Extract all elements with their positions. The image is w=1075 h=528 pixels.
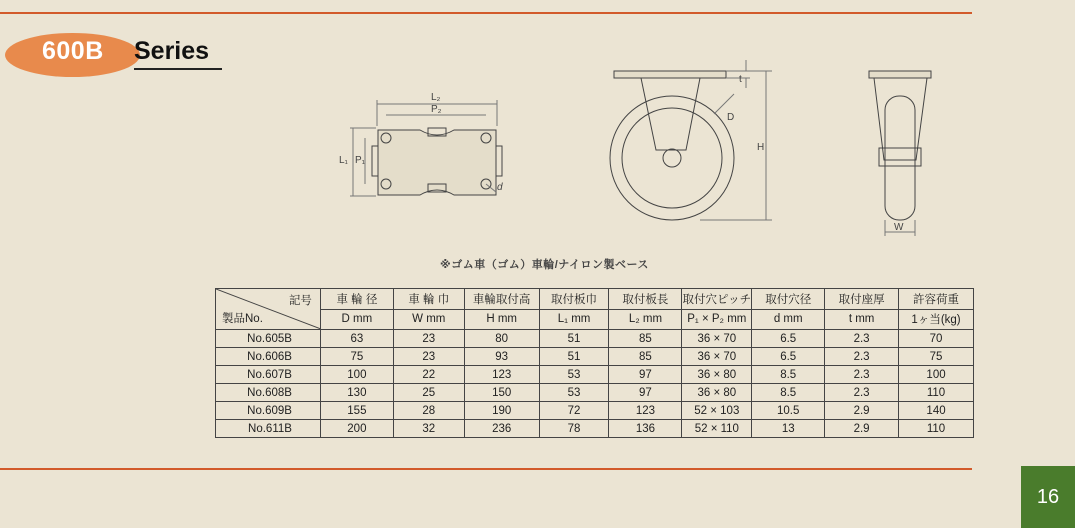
spec-table bbox=[215, 288, 974, 438]
table-cell: 53 bbox=[539, 384, 609, 402]
header-unit: P₁ × P₂ mm bbox=[682, 309, 752, 330]
series-title: Series bbox=[134, 37, 210, 65]
table-cell: 150 bbox=[464, 384, 539, 402]
table-cell: 25 bbox=[393, 384, 464, 402]
top-view-diagram bbox=[350, 100, 502, 196]
table-row bbox=[216, 348, 974, 366]
label-p1: P₁ bbox=[355, 155, 366, 166]
material-note: ※ゴム車（ゴム）車輪/ナイロン製ベース bbox=[440, 259, 649, 271]
model-cell: No.609B bbox=[216, 402, 321, 420]
table-cell: 70 bbox=[899, 330, 974, 348]
table-cell: 97 bbox=[609, 384, 682, 402]
table-cell: 52 × 110 bbox=[682, 420, 752, 438]
header-top: 取付板長 bbox=[609, 289, 682, 310]
header-top: 車輪取付高 bbox=[464, 289, 539, 310]
header-unit: D mm bbox=[320, 309, 393, 330]
table-cell: 75 bbox=[899, 348, 974, 366]
table-cell: 100 bbox=[320, 366, 393, 384]
model-cell: No.607B bbox=[216, 366, 321, 384]
header-unit: W mm bbox=[393, 309, 464, 330]
table-cell: 36 × 80 bbox=[682, 384, 752, 402]
table-cell: 51 bbox=[539, 348, 609, 366]
table-cell: 100 bbox=[899, 366, 974, 384]
corner-top-label: 記号 bbox=[288, 295, 312, 307]
table-cell: 51 bbox=[539, 330, 609, 348]
model-cell: No.608B bbox=[216, 384, 321, 402]
label-h: H bbox=[757, 142, 765, 153]
header-unit: 1ヶ当(kg) bbox=[899, 309, 974, 330]
header-unit: L₁ mm bbox=[539, 309, 609, 330]
table-cell: 2.3 bbox=[825, 348, 899, 366]
table-cell: 78 bbox=[539, 420, 609, 438]
table-row bbox=[216, 384, 974, 402]
header-top: 取付板巾 bbox=[539, 289, 609, 310]
table-cell: 36 × 70 bbox=[682, 330, 752, 348]
table-cell: 2.3 bbox=[825, 366, 899, 384]
bottom-rule bbox=[0, 468, 972, 470]
header-unit: L₂ mm bbox=[609, 309, 682, 330]
table-cell: 22 bbox=[393, 366, 464, 384]
table-cell: 93 bbox=[464, 348, 539, 366]
table-cell: 52 × 103 bbox=[682, 402, 752, 420]
header-row-bottom bbox=[216, 309, 974, 330]
table-cell: 36 × 80 bbox=[682, 366, 752, 384]
table-cell: 123 bbox=[609, 402, 682, 420]
table-cell: 10.5 bbox=[752, 402, 825, 420]
table-cell: 53 bbox=[539, 366, 609, 384]
corner-bottom-label: 製品No. bbox=[222, 313, 263, 325]
header-top: 許容荷重 bbox=[899, 289, 974, 310]
label-t: t bbox=[739, 74, 742, 85]
label-d-big: D bbox=[727, 112, 735, 123]
table-cell: 85 bbox=[609, 330, 682, 348]
table-cell: 140 bbox=[899, 402, 974, 420]
table-cell: 23 bbox=[393, 330, 464, 348]
label-l2: L₂ bbox=[431, 92, 441, 103]
table-cell: 2.3 bbox=[825, 384, 899, 402]
label-d-small: d bbox=[497, 182, 503, 193]
model-cell: No.605B bbox=[216, 330, 321, 348]
series-badge-label: 600B bbox=[42, 37, 104, 65]
table-cell: 200 bbox=[320, 420, 393, 438]
header-top: 取付穴ピッチ bbox=[682, 289, 752, 310]
table-cell: 130 bbox=[320, 384, 393, 402]
table-cell: 2.9 bbox=[825, 402, 899, 420]
table-cell: 72 bbox=[539, 402, 609, 420]
header-top: 取付穴径 bbox=[752, 289, 825, 310]
table-row bbox=[216, 330, 974, 348]
table-cell: 136 bbox=[609, 420, 682, 438]
table-cell: 85 bbox=[609, 348, 682, 366]
table-cell: 97 bbox=[609, 366, 682, 384]
table-cell: 75 bbox=[320, 348, 393, 366]
table-cell: 2.9 bbox=[825, 420, 899, 438]
header-unit: t mm bbox=[825, 309, 899, 330]
front-view-diagram bbox=[869, 71, 931, 236]
table-row bbox=[216, 402, 974, 420]
table-row bbox=[216, 420, 974, 438]
table-cell: 123 bbox=[464, 366, 539, 384]
page-number: 16 bbox=[1021, 466, 1075, 528]
table-cell: 23 bbox=[393, 348, 464, 366]
header-top: 取付座厚 bbox=[825, 289, 899, 310]
table-cell: 155 bbox=[320, 402, 393, 420]
table-cell: 80 bbox=[464, 330, 539, 348]
corner-header bbox=[216, 289, 321, 330]
table-cell: 110 bbox=[899, 384, 974, 402]
model-cell: No.611B bbox=[216, 420, 321, 438]
table-cell: 110 bbox=[899, 420, 974, 438]
table-cell: 190 bbox=[464, 402, 539, 420]
table-cell: 28 bbox=[393, 402, 464, 420]
table-cell: 8.5 bbox=[752, 366, 825, 384]
side-view-diagram bbox=[610, 60, 772, 220]
table-cell: 236 bbox=[464, 420, 539, 438]
table-cell: 6.5 bbox=[752, 330, 825, 348]
table-row bbox=[216, 366, 974, 384]
table-cell: 13 bbox=[752, 420, 825, 438]
table-cell: 8.5 bbox=[752, 384, 825, 402]
header-unit: d mm bbox=[752, 309, 825, 330]
model-cell: No.606B bbox=[216, 348, 321, 366]
header-top: 車 輪 巾 bbox=[393, 289, 464, 310]
label-w: W bbox=[894, 222, 904, 233]
table-cell: 36 × 70 bbox=[682, 348, 752, 366]
table-cell: 63 bbox=[320, 330, 393, 348]
header-row-top bbox=[216, 289, 974, 310]
table-cell: 2.3 bbox=[825, 330, 899, 348]
table-cell: 6.5 bbox=[752, 348, 825, 366]
label-l1: L₁ bbox=[339, 155, 348, 166]
header-unit: H mm bbox=[464, 309, 539, 330]
table-cell: 32 bbox=[393, 420, 464, 438]
header-top: 車 輪 径 bbox=[320, 289, 393, 310]
label-p2: P₂ bbox=[431, 104, 442, 115]
